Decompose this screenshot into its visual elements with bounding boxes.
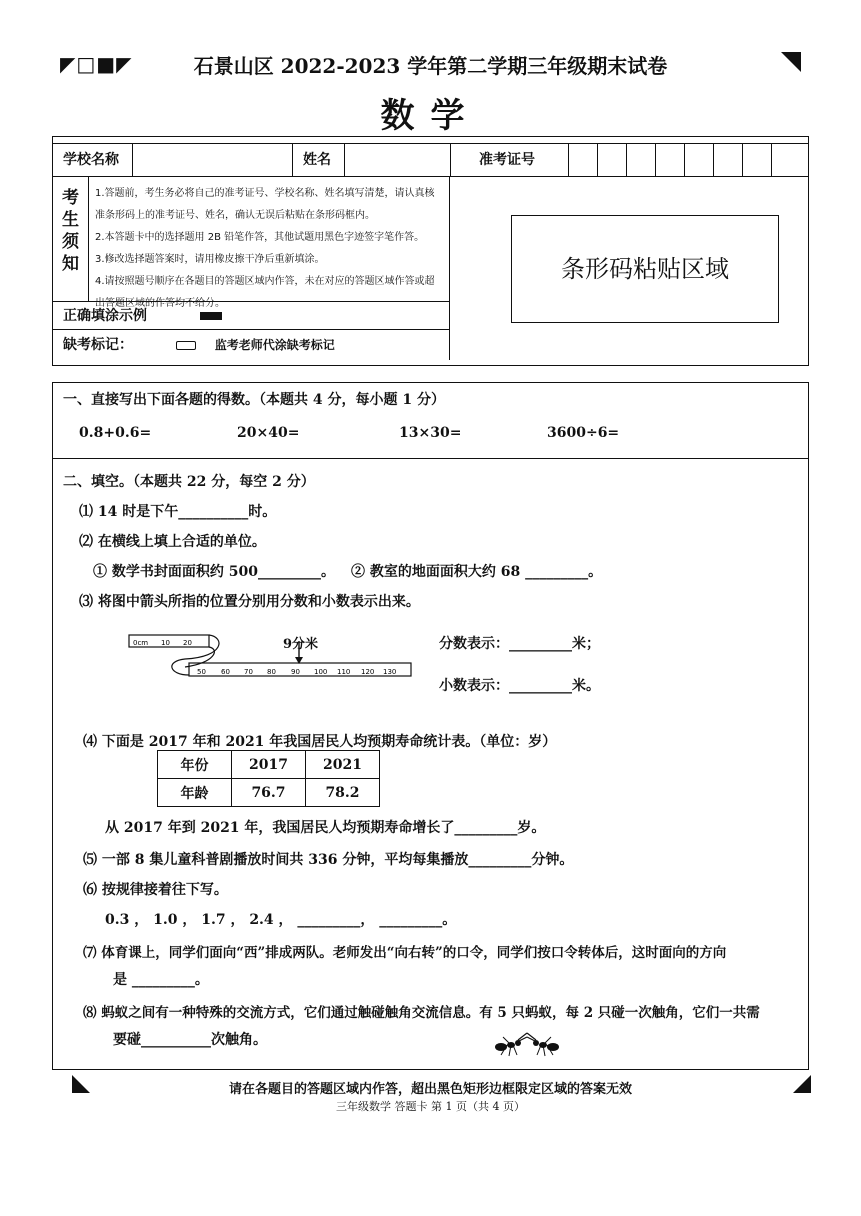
exam-id-label: 准考证号 <box>451 144 569 176</box>
section1-title: 一、直接写出下面各题的得数。（本题共 4 分，每小题 1 分） <box>63 392 445 408</box>
registration-marks: ◤□■◤ <box>60 52 133 76</box>
tick-label: 10 <box>161 639 170 647</box>
fill-example <box>53 302 450 330</box>
school-label: 学校名称 <box>53 144 133 176</box>
absent-mark-note: 监考老师代涂缺考标记 <box>214 338 335 352</box>
barcode-area: 条形码粘贴区域 <box>511 215 779 323</box>
notice-box <box>53 177 450 309</box>
answer-area <box>52 382 809 1070</box>
exam-id-digit[interactable] <box>656 144 685 176</box>
question-3: ⑶ 将图中箭头所指的位置分别用分数和小数表示出来。 <box>79 594 420 610</box>
absent-mark-row <box>53 330 450 360</box>
question-7: ⑺ 体育课上，同学们面向“西”排成两队。老师发出“向右转”的口令，同学们按口令转体后，这时面向的方向 <box>83 945 727 961</box>
section-divider <box>53 458 808 459</box>
question-7-answer: 是 _________。 <box>113 972 209 988</box>
notice-line: 1.答题前，考生务必将自己的准考证号、学校名称、姓名填写清楚，请认真核 <box>95 188 435 199</box>
table-cell: 76.7 <box>232 779 306 807</box>
section2-title: 二、填空。（本题共 22 分，每空 2 分） <box>63 474 315 490</box>
tick-label: 70 <box>244 668 253 676</box>
tick-label: 20 <box>183 639 192 647</box>
question-2b: ② 教室的地面面积大约 68 _________。 <box>351 564 603 580</box>
life-expectancy-table <box>157 750 380 807</box>
question-4-ask: 从 2017 年到 2021 年，我国居民人均预期寿命增长了_________岁。 <box>105 820 546 836</box>
tick-label: 120 <box>361 668 375 676</box>
notice-line: 3.修改选择题答案时，请用橡皮擦干净后重新填涂。 <box>95 254 325 265</box>
subject-title: 数学 <box>380 96 481 136</box>
exam-id-digit[interactable] <box>743 144 772 176</box>
school-field[interactable] <box>133 144 293 176</box>
table-cell: 年龄 <box>158 779 232 807</box>
table-cell: 2021 <box>306 751 380 779</box>
exam-id-digit[interactable] <box>772 144 808 176</box>
tape-curl <box>172 635 219 675</box>
question-3-fraction: 分数表示：_________米； <box>439 636 600 652</box>
question-6-sequence: 0.3 ， 1.0 ， 1.7 ， 2.4 ， _________， _________。 <box>105 912 457 928</box>
calc-item: 20×40= <box>237 425 300 441</box>
absent-mark-label: 缺考标记： <box>63 337 133 353</box>
question-6: ⑹ 按规律接着往下写。 <box>83 882 228 898</box>
notice-text <box>95 183 445 315</box>
question-5: ⑸ 一部 8 集儿童科普剧播放时间共 336 分钟，平均每集播放_________分钟。 <box>83 852 574 868</box>
name-field[interactable] <box>345 144 451 176</box>
page-footer: 三年级数学 答题卡 第 1 页（共 4 页） <box>336 1100 525 1113</box>
tape-measure-diagram <box>125 627 415 687</box>
answer-area-warning: 请在各题目的答题区域内作答，超出黑色矩形边框限定区域的答案无效 <box>228 1082 632 1097</box>
exam-title: 石景山区 2022-2023 学年第二学期三年级期末试卷 <box>193 54 668 78</box>
exam-id-digit[interactable] <box>569 144 598 176</box>
question-4: ⑷ 下面是 2017 年和 2021 年我国居民人均预期寿命统计表。（单位：岁） <box>83 734 557 750</box>
notice-line: 4.请按照题号顺序在各题目的答题区域内作答，未在对应的答题区域作答或超 <box>95 276 435 287</box>
tick-label: 110 <box>337 668 351 676</box>
table-cell: 年份 <box>158 751 232 779</box>
arrow-label: 9分米 <box>283 637 319 652</box>
tick-label: 130 <box>383 668 397 676</box>
name-label: 姓名 <box>293 144 345 176</box>
exam-id-digit[interactable] <box>685 144 714 176</box>
tick-label: 100 <box>314 668 328 676</box>
notice-line: 准条形码上的准考证号、姓名，确认无误后粘贴在条形码框内。 <box>95 210 375 221</box>
exam-id-digit[interactable] <box>714 144 743 176</box>
question-3-decimal: 小数表示：_________米。 <box>439 678 600 694</box>
notice-heading: 考 生 须 知 <box>53 177 89 302</box>
fill-example-label: 正确填涂示例 <box>63 308 147 324</box>
tick-label: 50 <box>197 668 206 676</box>
calc-item: 3600÷6= <box>547 425 620 441</box>
notice-line: 出答题区域的作答均不给分。 <box>95 298 225 309</box>
exam-id-digit[interactable] <box>598 144 627 176</box>
table-row <box>158 751 380 779</box>
filled-block-icon <box>200 312 222 320</box>
question-8-answer: 要碰__________次触角。 <box>113 1032 267 1048</box>
tick-label: 60 <box>221 668 230 676</box>
tick-label: 0cm <box>133 639 149 647</box>
table-cell: 78.2 <box>306 779 380 807</box>
ants-icon <box>487 1029 567 1059</box>
question-2: ⑵ 在横线上填上合适的单位。 <box>79 534 266 550</box>
calc-item: 0.8+0.6= <box>79 425 152 441</box>
tick-label: 80 <box>267 668 276 676</box>
exam-id-digit[interactable] <box>627 144 656 176</box>
question-8: ⑻ 蚂蚁之间有一种特殊的交流方式，它们通过触碰触角交流信息。有 5 只蚂蚁，每 2 只碰一次触角，它们一共需 <box>83 1005 760 1021</box>
notice-line: 2.本答题卡中的选择题用 2B 铅笔作答，其他试题用黑色字迹签字笔作答。 <box>95 232 425 243</box>
calc-item: 13×30= <box>399 425 462 441</box>
absent-checkbox[interactable] <box>176 341 196 350</box>
info-row <box>53 143 808 177</box>
question-2a: ① 数学书封面面积约 500_________。 <box>93 564 335 580</box>
question-1: ⑴ 14 时是下午__________时。 <box>79 504 277 520</box>
table-cell: 2017 <box>232 751 306 779</box>
student-info-card <box>52 136 809 366</box>
tick-label: 90 <box>291 668 300 676</box>
table-row <box>158 779 380 807</box>
